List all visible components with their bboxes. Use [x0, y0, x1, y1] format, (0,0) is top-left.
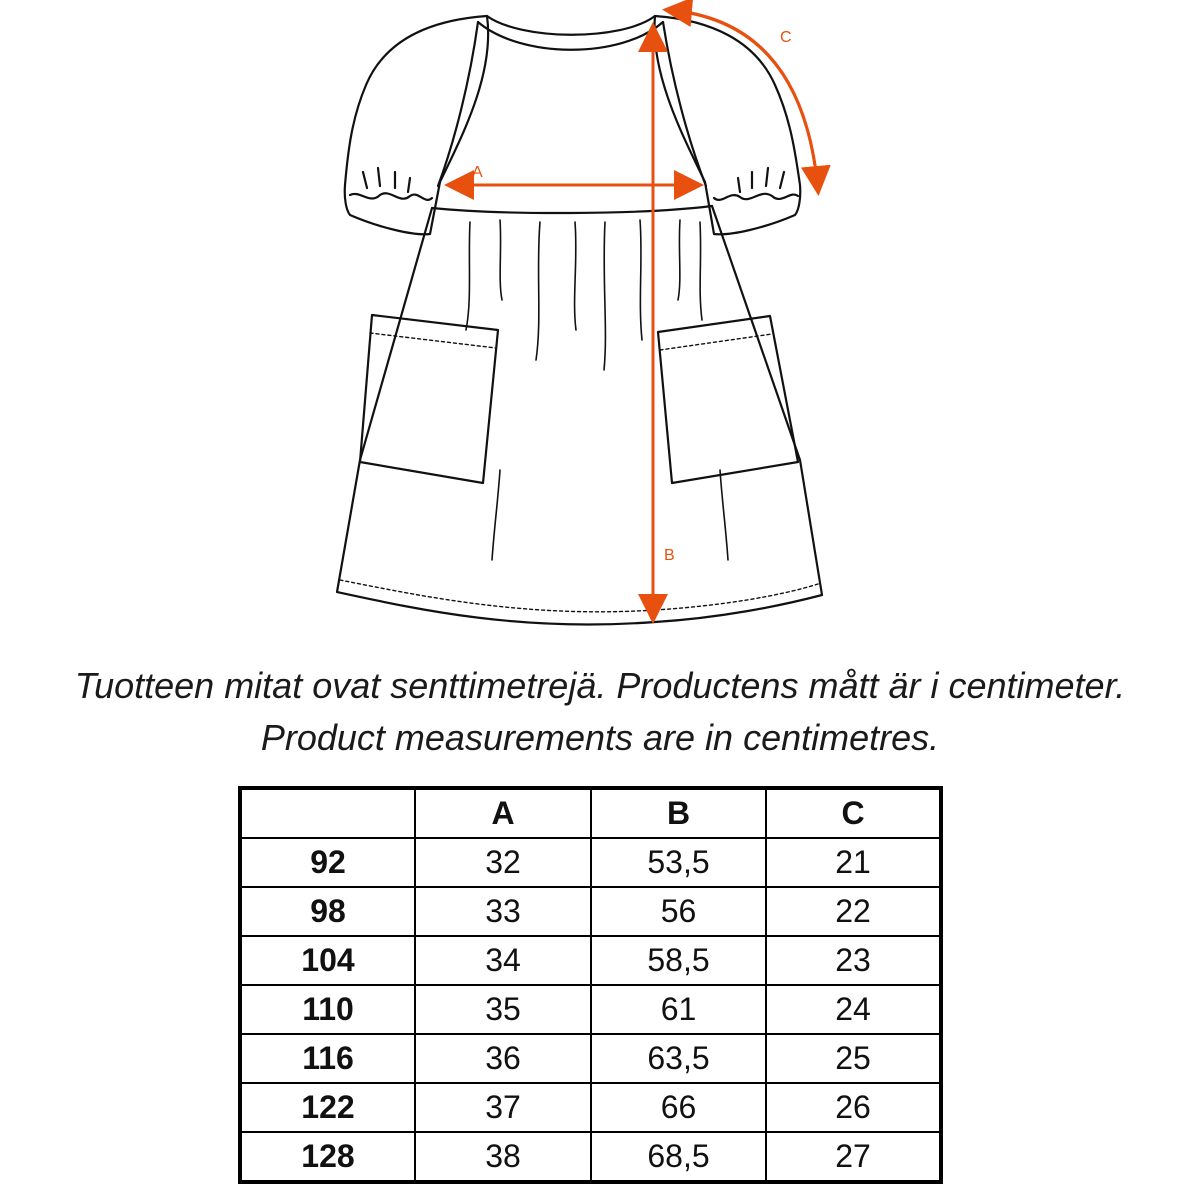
header-size	[241, 789, 415, 838]
table-row	[241, 838, 940, 887]
size-cell: 92	[241, 838, 415, 887]
header-b: B	[591, 789, 766, 838]
a-cell: 36	[415, 1034, 591, 1083]
a-cell: 35	[415, 985, 591, 1034]
table-row	[241, 1083, 940, 1132]
measurement-caption	[0, 660, 1200, 764]
left-raglan-seam	[438, 22, 478, 186]
a-cell: 38	[415, 1132, 591, 1181]
b-cell: 56	[591, 887, 766, 936]
size-cell: 110	[241, 985, 415, 1034]
table-header-row	[241, 789, 940, 838]
size-cell: 128	[241, 1132, 415, 1181]
a-cell: 33	[415, 887, 591, 936]
b-cell: 61	[591, 985, 766, 1034]
c-cell: 25	[766, 1034, 940, 1083]
table-row	[241, 1034, 940, 1083]
table-row	[241, 887, 940, 936]
b-cell: 58,5	[591, 936, 766, 985]
c-cell: 23	[766, 936, 940, 985]
c-cell: 22	[766, 887, 940, 936]
c-cell: 26	[766, 1083, 940, 1132]
table-row	[241, 1132, 940, 1181]
waist-seam	[432, 206, 712, 213]
b-cell: 53,5	[591, 838, 766, 887]
skirt-outline	[337, 206, 822, 625]
header-a: A	[415, 789, 591, 838]
table-row	[241, 985, 940, 1034]
a-cell: 37	[415, 1083, 591, 1132]
dimension-c-label: C	[780, 29, 792, 46]
b-cell: 63,5	[591, 1034, 766, 1083]
a-cell: 32	[415, 838, 591, 887]
caption-line-1: Tuotteen mitat ovat senttimetrejä. Productens mått är i centimeter.	[74, 665, 1126, 706]
right-sleeve	[655, 16, 801, 234]
caption-line-2: Product measurements are in centimetres.	[260, 717, 940, 758]
a-cell: 34	[415, 936, 591, 985]
dimension-b-label: B	[664, 547, 675, 564]
dimension-a-label: A	[472, 164, 483, 181]
b-cell: 68,5	[591, 1132, 766, 1181]
header-c: C	[766, 789, 940, 838]
dress-outline	[337, 16, 822, 625]
size-cell: 98	[241, 887, 415, 936]
dimension-lines	[450, 10, 818, 618]
size-cell: 104	[241, 936, 415, 985]
table-row	[241, 936, 940, 985]
c-cell: 27	[766, 1132, 940, 1181]
neckline	[487, 16, 655, 35]
b-cell: 66	[591, 1083, 766, 1132]
c-cell: 21	[766, 838, 940, 887]
c-cell: 24	[766, 985, 940, 1034]
size-cell: 116	[241, 1034, 415, 1083]
right-pocket	[658, 316, 798, 483]
size-cell: 122	[241, 1083, 415, 1132]
left-sleeve	[345, 16, 488, 234]
size-table	[240, 788, 941, 1182]
